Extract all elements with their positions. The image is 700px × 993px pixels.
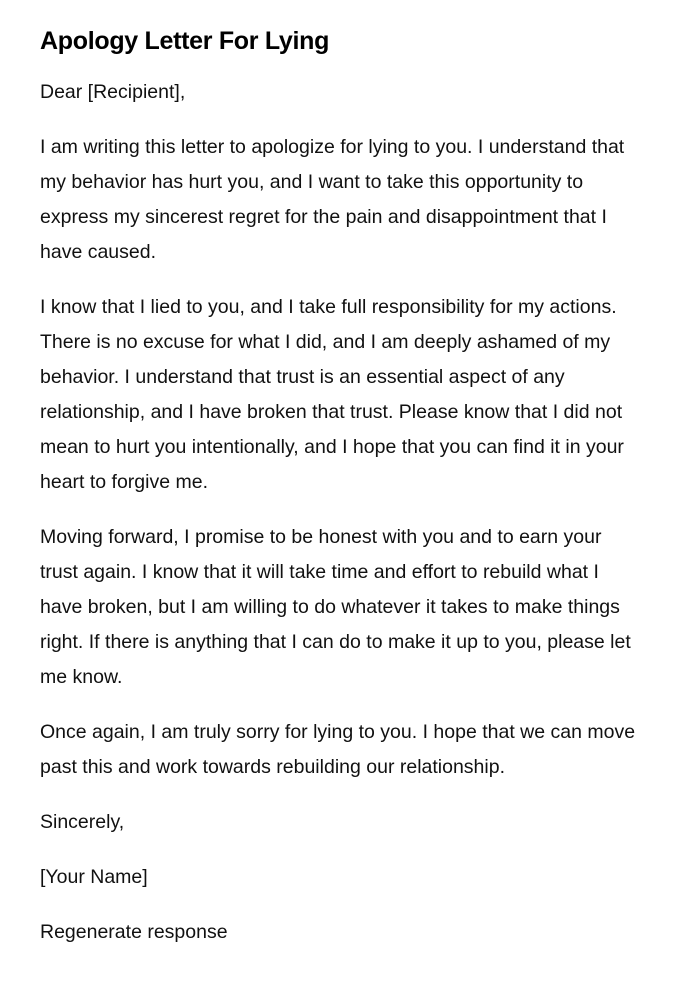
letter-title: Apology Letter For Lying xyxy=(40,27,330,55)
letter-greeting: Dear [Recipient], xyxy=(40,81,186,103)
letter-closing: Sincerely, xyxy=(40,811,125,833)
letter-paragraph-3: Moving forward, I promise to be honest with you and to earn your trust again. I know that it will take time and effort to rebuild what I have broken, but I am willing to do whatever it takes to make things right. If there is anything that I can do to make it up to you, please let me know. xyxy=(40,526,631,688)
letter-paragraph-1: I am writing this letter to apologize for lying to you. I understand that my behavior has hurt you, and I want to take this opportunity to express my sincerest regret for the pain and disappointment that I have caused. xyxy=(40,136,625,263)
letter-paragraph-4: Once again, I am truly sorry for lying to you. I hope that we can move past this and work towards rebuilding our relationship. xyxy=(40,721,636,778)
letter-signature: [Your Name] xyxy=(40,866,148,888)
letter-paragraph-2: I know that I lied to you, and I take full responsibility for my actions. There is no excuse for what I did, and I am deeply ashamed of my behavior. I understand that trust is an essential aspect of any relationship, and I have broken that trust. Please know that I did not mean to hurt you intentionally, and I hope that you can find it in your heart to forgive me. xyxy=(40,296,624,493)
regenerate-response-text: Regenerate response xyxy=(40,921,228,943)
